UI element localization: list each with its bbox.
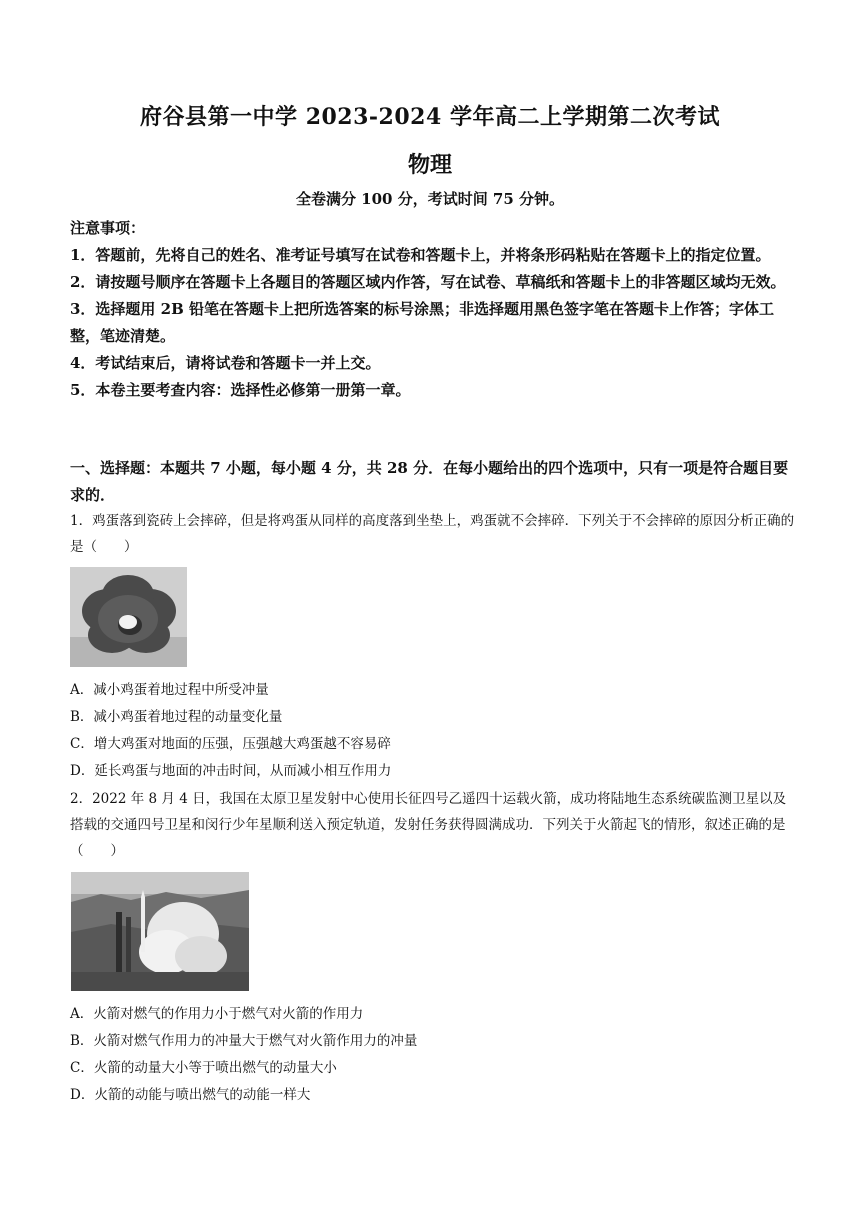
question-1-option-d: D．延长鸡蛋与地面的冲击时间，从而减小相互作用力 (70, 763, 392, 779)
question-2-option-d: D．火箭的动能与喷出燃气的动能一样大 (70, 1087, 311, 1103)
section-heading: 一、选择题：本题共 7 小题，每小题 4 分，共 28 分．在每小题给出的四个选项中，只有一项是符合题目要求的． (70, 459, 789, 504)
exam-subject: 物理 (407, 152, 452, 178)
note-item-2: 2．请按题号顺序在答题卡上各题目的答题区域内作答，写在试卷、草稿纸和答题卡上的非答题区域均无效。 (70, 273, 786, 291)
note-item-5: 5．本卷主要考查内容：选择性必修第一册第一章。 (70, 381, 411, 399)
question-1-option-c: C．增大鸡蛋对地面的压强，压强越大鸡蛋越不容易碎 (70, 736, 391, 752)
question-2-option-a: A．火箭对燃气的作用力小于燃气对火箭的作用力 (70, 1006, 364, 1022)
note-item-3: 3．选择题用 2B 铅笔在答题卡上把所选答案的标号涂黑；非选择题用黑色签字笔在答题卡上作答；字体工整，笔迹清楚。 (70, 300, 775, 345)
question-2-option-b: B．火箭对燃气作用力的冲量大于燃气对火箭作用力的冲量 (70, 1033, 418, 1049)
exam-subtitle: 全卷满分 100 分，考试时间 75 分钟。 (295, 190, 565, 208)
note-item-1: 1．答题前，先将自己的姓名、准考证号填写在试卷和答题卡上，并将条形码粘贴在答题卡上的指定位置。 (70, 246, 771, 264)
question-1-option-a: A．减小鸡蛋着地过程中所受冲量 (70, 682, 269, 698)
question-2-stem: 2．2022 年 8 月 4 日，我国在太原卫星发射中心使用长征四号乙遥四十运载火箭，成功将陆地生态系统碳监测卫星以及搭载的交通四号卫星和闵行少年星顺利送入预定轨道，发射任务获得圆满成功．下列关于火箭起飞的情形，叙述正确的是（ ） (70, 791, 787, 859)
rocket-launch-photo (71, 872, 249, 991)
notes-heading: 注意事项： (70, 219, 146, 237)
question-1-stem: 1．鸡蛋落到瓷砖上会摔碎，但是将鸡蛋从同样的高度落到坐垫上，鸡蛋就不会摔碎．下列关于不会摔碎的原因分析正确的是（ ） (70, 513, 795, 555)
egg-on-cushion-photo (70, 567, 187, 667)
question-2-option-c: C．火箭的动量大小等于喷出燃气的动量大小 (70, 1060, 337, 1076)
exam-title: 府谷县第一中学 2023-2024 学年高二上学期第二次考试 (140, 104, 720, 130)
note-item-4: 4．考试结束后，请将试卷和答题卡一并上交。 (70, 354, 381, 372)
question-1-option-b: B．减小鸡蛋着地过程的动量变化量 (70, 709, 283, 725)
notes-block (70, 215, 795, 404)
